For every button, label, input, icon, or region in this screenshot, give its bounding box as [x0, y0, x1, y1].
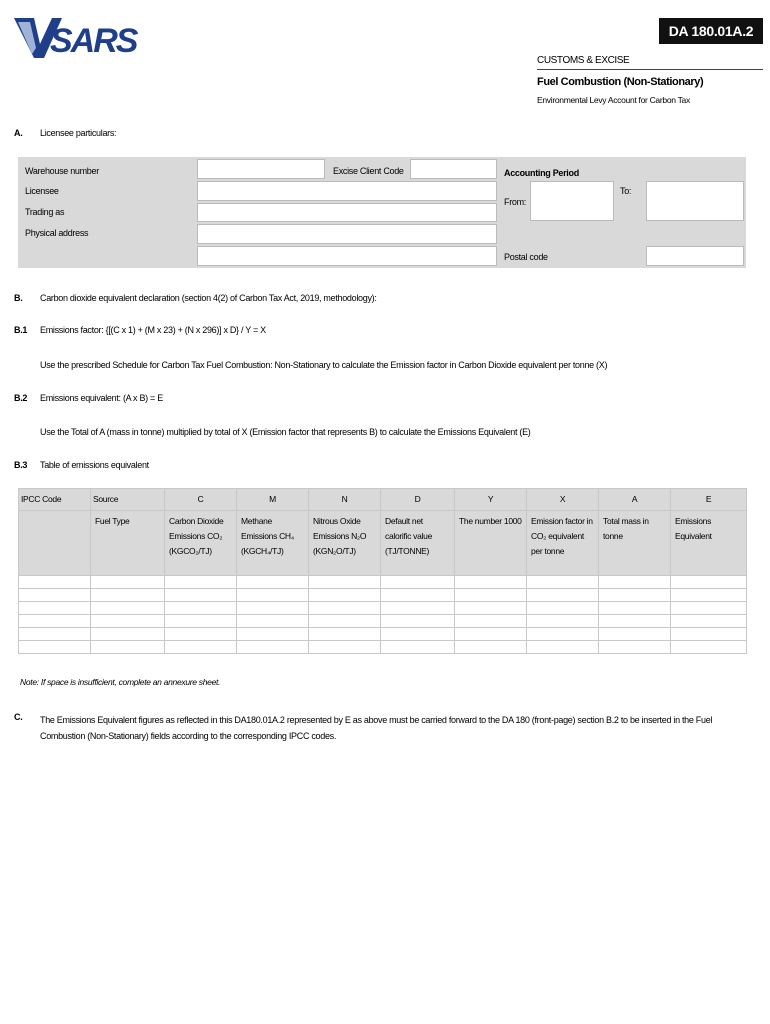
emissions-equivalent-formula: Emissions equivalent: (A x B) = E — [40, 393, 163, 403]
emissions-equivalent-table — [18, 488, 747, 654]
table-cell[interactable] — [237, 641, 309, 654]
section-b3-letter: B.3 — [14, 460, 28, 470]
accounting-period-label: Accounting Period — [504, 168, 579, 178]
table-cell[interactable] — [599, 589, 671, 602]
header-divider — [537, 69, 763, 70]
table-cell[interactable] — [165, 602, 237, 615]
table-cell[interactable] — [309, 641, 381, 654]
table-row — [19, 628, 747, 641]
table-cell[interactable] — [165, 628, 237, 641]
table-cell[interactable] — [165, 589, 237, 602]
table-row — [19, 641, 747, 654]
table-cell[interactable] — [455, 628, 527, 641]
col-desc-m: Methane Emissions CH₄ (KGCH₄/TJ) — [237, 511, 309, 576]
table-cell[interactable] — [599, 615, 671, 628]
col-desc-e: Emissions Equivalent — [671, 511, 747, 576]
licensee-field[interactable] — [197, 181, 497, 201]
table-body — [19, 576, 747, 654]
table-cell[interactable] — [381, 589, 455, 602]
excise-client-code-field[interactable] — [410, 159, 497, 179]
col-desc-c: Carbon Dioxide Emissions CO₂ (KGCO₂/TJ) — [165, 511, 237, 576]
col-header-x: X — [527, 489, 599, 511]
table-cell[interactable] — [527, 602, 599, 615]
table-cell[interactable] — [527, 615, 599, 628]
emissions-equivalent-instruction: Use the Total of A (mass in tonne) multiplied by total of X (Emission factor that represents B) to calculate the Emissions Equivalent (E) — [40, 427, 531, 437]
table-cell[interactable] — [455, 641, 527, 654]
col-desc-ipcc-code — [19, 511, 91, 576]
table-cell[interactable] — [455, 602, 527, 615]
svg-text:SARS: SARS — [50, 22, 137, 60]
col-desc-n: Nitrous Oxide Emissions N₂O (KGN₂O/TJ) — [309, 511, 381, 576]
table-cell[interactable] — [381, 602, 455, 615]
table-cell[interactable] — [527, 628, 599, 641]
from-label: From: — [504, 197, 526, 207]
table-cell[interactable] — [671, 602, 747, 615]
form-subtitle: Environmental Levy Account for Carbon Tax — [537, 95, 690, 105]
col-header-d: D — [381, 489, 455, 511]
col-header-source: Source — [91, 489, 165, 511]
postal-code-field[interactable] — [646, 246, 744, 266]
table-cell[interactable] — [671, 628, 747, 641]
table-cell[interactable] — [381, 615, 455, 628]
form-title: Fuel Combustion (Non-Stationary) — [537, 76, 704, 88]
licensee-label: Licensee — [25, 186, 59, 196]
section-c-text: The Emissions Equivalent figures as reflected in this DA180.01A.2 represented by E as above must be carried forward to the DA 180 (front-page) section B.2 to be inserted in the Fuel Combustion (Non-Stationary) fields according to the corresponding IPCC codes. — [40, 715, 713, 741]
to-label: To: — [620, 186, 632, 196]
warehouse-number-field[interactable] — [197, 159, 325, 179]
table-cell[interactable] — [91, 641, 165, 654]
table-cell[interactable] — [671, 615, 747, 628]
col-header-c: C — [165, 489, 237, 511]
table-cell[interactable] — [19, 602, 91, 615]
table-cell[interactable] — [599, 602, 671, 615]
table-cell[interactable] — [671, 589, 747, 602]
table-cell[interactable] — [165, 615, 237, 628]
col-header-e: E — [671, 489, 747, 511]
table-cell[interactable] — [237, 602, 309, 615]
table-cell[interactable] — [165, 576, 237, 589]
trading-as-field[interactable] — [197, 203, 497, 222]
emissions-factor-formula: Emissions factor: {[(C x 1) + (M x 23) + (N x 296)] x D} / Y = X — [40, 325, 266, 335]
col-desc-y: The number 1000 — [455, 511, 527, 576]
physical-address-line1-field[interactable] — [197, 224, 497, 244]
section-b2-letter: B.2 — [14, 393, 28, 403]
col-header-ipcc-code: IPCC Code — [19, 489, 91, 511]
department-label: CUSTOMS & EXCISE — [537, 55, 630, 66]
period-to-field[interactable] — [646, 181, 744, 221]
table-row — [19, 615, 747, 628]
table-cell[interactable] — [671, 641, 747, 654]
table-cell[interactable] — [309, 602, 381, 615]
table-cell[interactable] — [237, 615, 309, 628]
section-a-heading: Licensee particulars: — [40, 128, 117, 138]
col-header-m: M — [237, 489, 309, 511]
table-cell[interactable] — [19, 641, 91, 654]
table-cell[interactable] — [91, 589, 165, 602]
table-row — [19, 576, 747, 589]
section-b-letter: B. — [14, 293, 23, 303]
section-b1-letter: B.1 — [14, 325, 28, 335]
physical-address-label: Physical address — [25, 228, 89, 238]
table-cell[interactable] — [91, 602, 165, 615]
excise-client-code-label: Excise Client Code — [333, 166, 404, 176]
table-cell[interactable] — [455, 576, 527, 589]
section-c-letter: C. — [14, 712, 23, 722]
table-cell[interactable] — [309, 589, 381, 602]
col-desc-x: Emission factor in CO₂ equivalent per tonne — [527, 511, 599, 576]
col-header-a: A — [599, 489, 671, 511]
table-header-row — [19, 489, 747, 511]
table-cell[interactable] — [19, 628, 91, 641]
annexure-note: Note: If space is insufficient, complete an annexure sheet. — [20, 677, 221, 687]
col-desc-d: Default net calorific value (TJ/TONNE) — [381, 511, 455, 576]
section-b-heading: Carbon dioxide equivalent declaration (section 4(2) of Carbon Tax Act, 2019, methodology): — [40, 293, 377, 303]
col-desc-a: Total mass in tonne — [599, 511, 671, 576]
table-cell[interactable] — [455, 589, 527, 602]
emissions-factor-instruction: Use the prescribed Schedule for Carbon Tax Fuel Combustion: Non-Stationary to calculate the Emission factor in Carbon Dioxide equivalent per tonne (X) — [40, 360, 608, 370]
col-header-y: Y — [455, 489, 527, 511]
section-a-letter: A. — [14, 128, 23, 138]
table-cell[interactable] — [381, 576, 455, 589]
table-row — [19, 602, 747, 615]
table-row — [19, 589, 747, 602]
table-cell[interactable] — [527, 576, 599, 589]
col-desc-source: Fuel Type — [91, 511, 165, 576]
col-header-n: N — [309, 489, 381, 511]
table-cell[interactable] — [381, 641, 455, 654]
table-cell[interactable] — [165, 641, 237, 654]
table-cell[interactable] — [309, 615, 381, 628]
table-cell[interactable] — [599, 628, 671, 641]
period-from-field[interactable] — [530, 181, 614, 221]
table-cell[interactable] — [671, 576, 747, 589]
table-cell[interactable] — [599, 576, 671, 589]
emissions-table-heading: Table of emissions equivalent — [40, 460, 149, 470]
table-cell[interactable] — [527, 641, 599, 654]
table-description-row — [19, 511, 747, 576]
warehouse-number-label: Warehouse number — [25, 166, 99, 176]
table-cell[interactable] — [19, 589, 91, 602]
table-cell[interactable] — [91, 628, 165, 641]
table-cell[interactable] — [309, 576, 381, 589]
table-cell[interactable] — [19, 615, 91, 628]
table-cell[interactable] — [91, 615, 165, 628]
table-cell[interactable] — [381, 628, 455, 641]
trading-as-label: Trading as — [25, 207, 65, 217]
table-cell[interactable] — [455, 615, 527, 628]
postal-code-label: Postal code — [504, 252, 548, 262]
sars-logo — [12, 14, 137, 60]
table-cell[interactable] — [237, 576, 309, 589]
table-cell[interactable] — [599, 641, 671, 654]
table-cell[interactable] — [19, 576, 91, 589]
table-cell[interactable] — [309, 628, 381, 641]
table-cell[interactable] — [527, 589, 599, 602]
form-number: DA 180.01A.2 — [659, 18, 763, 44]
physical-address-line2-field[interactable] — [197, 246, 497, 266]
table-cell[interactable] — [237, 628, 309, 641]
table-cell[interactable] — [91, 576, 165, 589]
table-cell[interactable] — [237, 589, 309, 602]
